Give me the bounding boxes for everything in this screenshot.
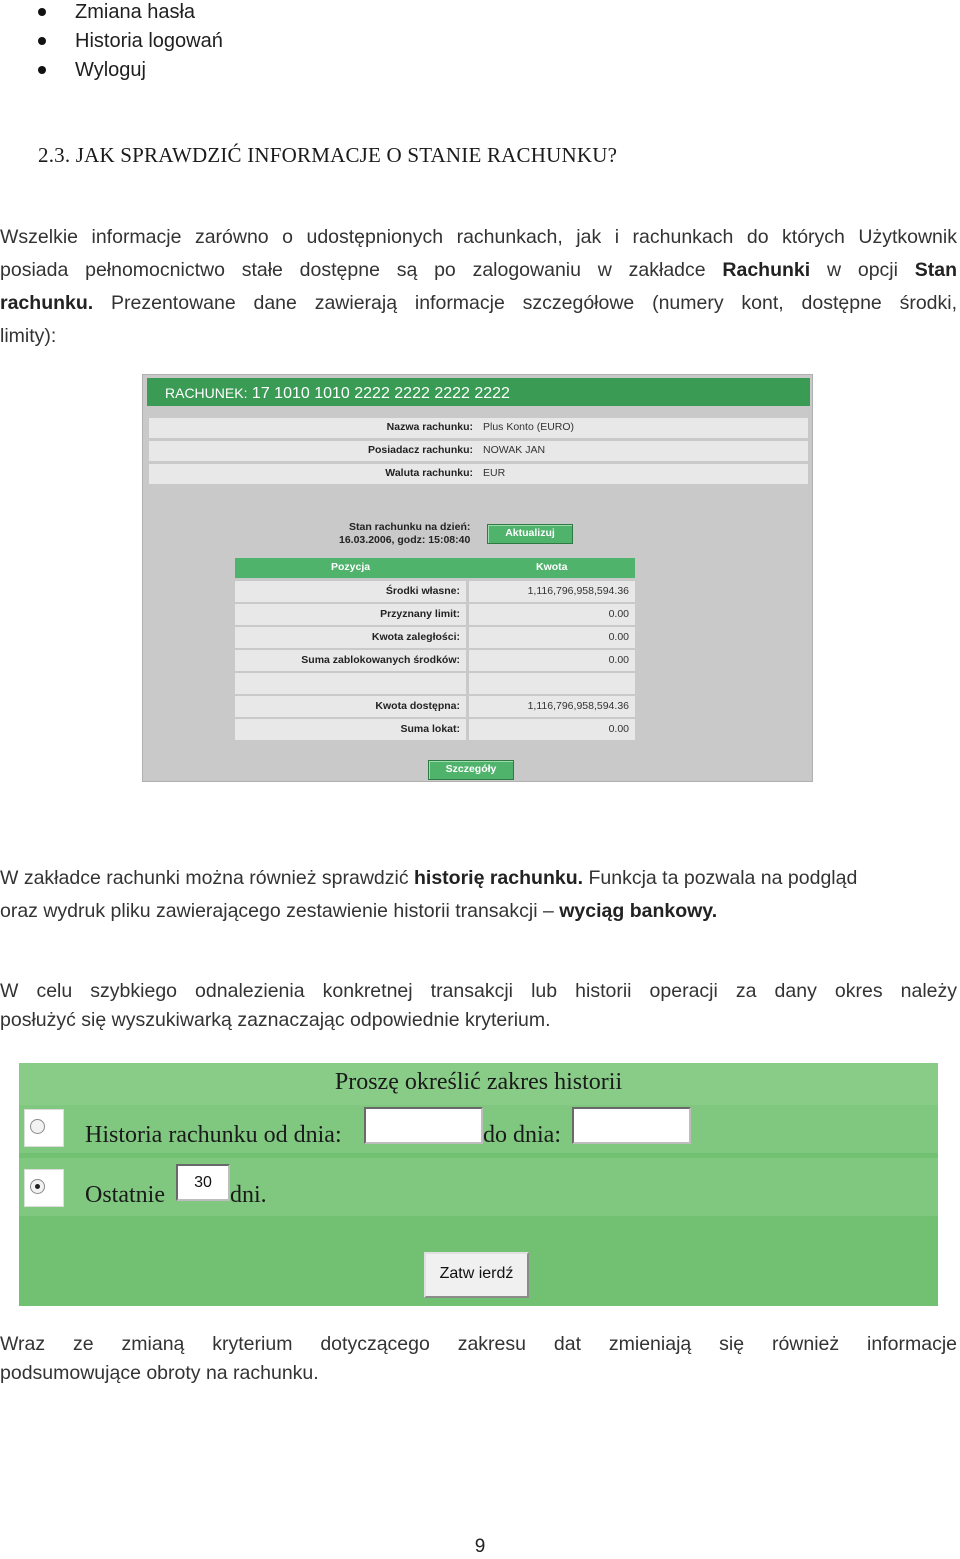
row-value: 0.00: [608, 608, 629, 620]
bullet-dot-icon: [38, 66, 46, 74]
form-title: Proszę określić zakres historii: [334, 1069, 623, 1095]
list-item: [38, 58, 223, 87]
text-run-bold: rachunku.: [0, 292, 94, 314]
info-label: Waluta rachunku:: [385, 467, 473, 479]
confirm-button[interactable]: Zatw ierdź: [424, 1252, 529, 1298]
text-run-bold: Stan: [914, 259, 958, 281]
account-title-bar: [147, 378, 810, 406]
account-title: [165, 385, 510, 403]
radio-date-range[interactable]: [30, 1119, 45, 1134]
last-label: Ostatnie: [85, 1182, 165, 1208]
table-cell: [235, 604, 466, 625]
info-row: [149, 441, 808, 461]
status-datetime: 16.03.2006, godz: 15:08:40: [339, 534, 471, 546]
paragraph-line: [0, 862, 957, 895]
table-cell: [469, 604, 635, 625]
text-run: oraz wydruk pliku zawierającego zestawienie historii transakcji –: [0, 900, 554, 922]
account-title-prefix: RACHUNEK:: [165, 385, 248, 401]
info-value: NOWAK JAN: [483, 444, 546, 456]
bullet-dot-icon: [38, 8, 46, 16]
info-value: Plus Konto (EURO): [483, 421, 575, 433]
list-item-text: Zmiana hasła: [75, 1, 196, 23]
text-run: posiada pełnomocnictwo stałe dostępne są po zalogowaniu w zakładce: [0, 259, 706, 281]
info-row: [149, 418, 808, 438]
table-cell: [235, 650, 466, 671]
list-item-text: Historia logowań: [75, 30, 223, 52]
row-value: 0.00: [608, 631, 629, 643]
paragraph-line: W celu szybkiego odnalezienia konkretnej transakcji lub historii operacji za dany okres należy: [0, 980, 957, 1002]
paragraph-line: posłużyć się wyszukiwarką zaznaczając odpowiednie kryterium.: [0, 1009, 551, 1031]
bullet-dot-icon: [38, 37, 46, 45]
account-number: 17 1010 1010 2222 2222 2222 2222: [251, 385, 510, 402]
table-header: [235, 558, 635, 578]
row-label: Kwota dostępna:: [375, 700, 460, 712]
table-row: [235, 627, 635, 648]
radio-last-days-box[interactable]: [24, 1169, 64, 1207]
account-status-screenshot: [142, 374, 813, 782]
info-value: EUR: [483, 467, 506, 479]
text-run-bold: Rachunki: [722, 259, 811, 281]
column-header-amount: Kwota: [536, 561, 568, 573]
paragraph-line: Wszelkie informacje zarówno o udostępnionych rachunkach, jak i rachunkach do których Użytkownik: [0, 226, 957, 248]
table-cell: [469, 650, 635, 671]
column-header-position: Pozycja: [331, 561, 371, 573]
paragraph-summary: [0, 1330, 957, 1388]
table-cell: [469, 581, 635, 602]
text-run-bold: historię rachunku.: [414, 867, 584, 889]
details-button[interactable]: Szczegóły: [428, 760, 514, 780]
table-cell: [469, 627, 635, 648]
list-item: [38, 0, 223, 29]
list-item: [38, 29, 223, 58]
section-heading: 2.3. JAK SPRAWDZIĆ INFORMACJE O STANIE RACHUNKU?: [38, 143, 618, 167]
from-label: Historia rachunku od dnia:: [85, 1122, 342, 1148]
paragraph-line: podsumowujące obroty na rachunku.: [0, 1362, 319, 1384]
table-row: [235, 719, 635, 740]
to-label: do dnia:: [483, 1122, 561, 1148]
table-cell: [235, 581, 466, 602]
row-value: 1,116,796,958,594.36: [527, 585, 629, 597]
text-run: w opcji: [826, 259, 898, 281]
table-cell: [469, 673, 635, 694]
table-row: [235, 604, 635, 625]
paragraph-line: Wraz ze zmianą kryterium dotyczącego zakresu dat zmieniają się również informacje: [0, 1333, 957, 1355]
table-cell: [469, 696, 635, 717]
paragraph-line: [0, 895, 957, 928]
table-cell: [469, 719, 635, 740]
text-run-bold: wyciąg bankowy.: [559, 900, 718, 922]
radio-date-range-box[interactable]: [24, 1109, 64, 1147]
history-form-screenshot: [19, 1063, 938, 1306]
date-from-input[interactable]: [364, 1107, 483, 1144]
table-row-empty: [235, 673, 635, 694]
info-label: Nazwa rachunku:: [386, 421, 473, 433]
paragraph-history: [0, 862, 957, 928]
row-value: 0.00: [608, 723, 629, 735]
last-days-input[interactable]: 30: [176, 1164, 230, 1201]
paragraph-line: limity):: [0, 325, 57, 347]
info-row: [149, 464, 808, 484]
text-run: W zakładce rachunki można również sprawdzić: [0, 867, 409, 889]
row-label: Przyznany limit:: [380, 608, 460, 620]
row-label: Środki własne:: [385, 585, 460, 597]
table-cell: [235, 719, 466, 740]
refresh-button[interactable]: Aktualizuj: [487, 524, 573, 544]
info-label: Posiadacz rachunku:: [367, 444, 473, 456]
table-cell: [235, 696, 466, 717]
table-row: [235, 581, 635, 602]
paragraph-line: [0, 287, 957, 320]
table-row: [235, 650, 635, 671]
paragraph-account-info: [0, 221, 957, 353]
status-label: Stan rachunku na dzień:: [349, 521, 471, 533]
list-item-text: Wyloguj: [75, 59, 146, 81]
table-cell: [235, 673, 466, 694]
text-run: Prezentowane dane zawierają informacje szczegółowe (numery kont, dostępne środki,: [111, 292, 958, 314]
paragraph-line: [0, 254, 957, 287]
row-label: Suma zablokowanych środków:: [301, 654, 460, 666]
page-number: 9: [474, 1536, 486, 1557]
days-label: dni.: [230, 1182, 267, 1208]
row-value: 0.00: [608, 654, 629, 666]
text-run: Funkcja ta pozwala na podgląd: [588, 867, 858, 889]
date-to-input[interactable]: [572, 1107, 691, 1144]
row-label: Kwota zaległości:: [371, 631, 460, 643]
table-cell: [235, 627, 466, 648]
radio-last-days[interactable]: [30, 1179, 45, 1194]
paragraph-search: [0, 977, 957, 1035]
table-row: [235, 696, 635, 717]
bullet-list: [38, 0, 223, 87]
row-value: 1,116,796,958,594.36: [527, 700, 629, 712]
row-label: Suma lokat:: [400, 723, 460, 735]
